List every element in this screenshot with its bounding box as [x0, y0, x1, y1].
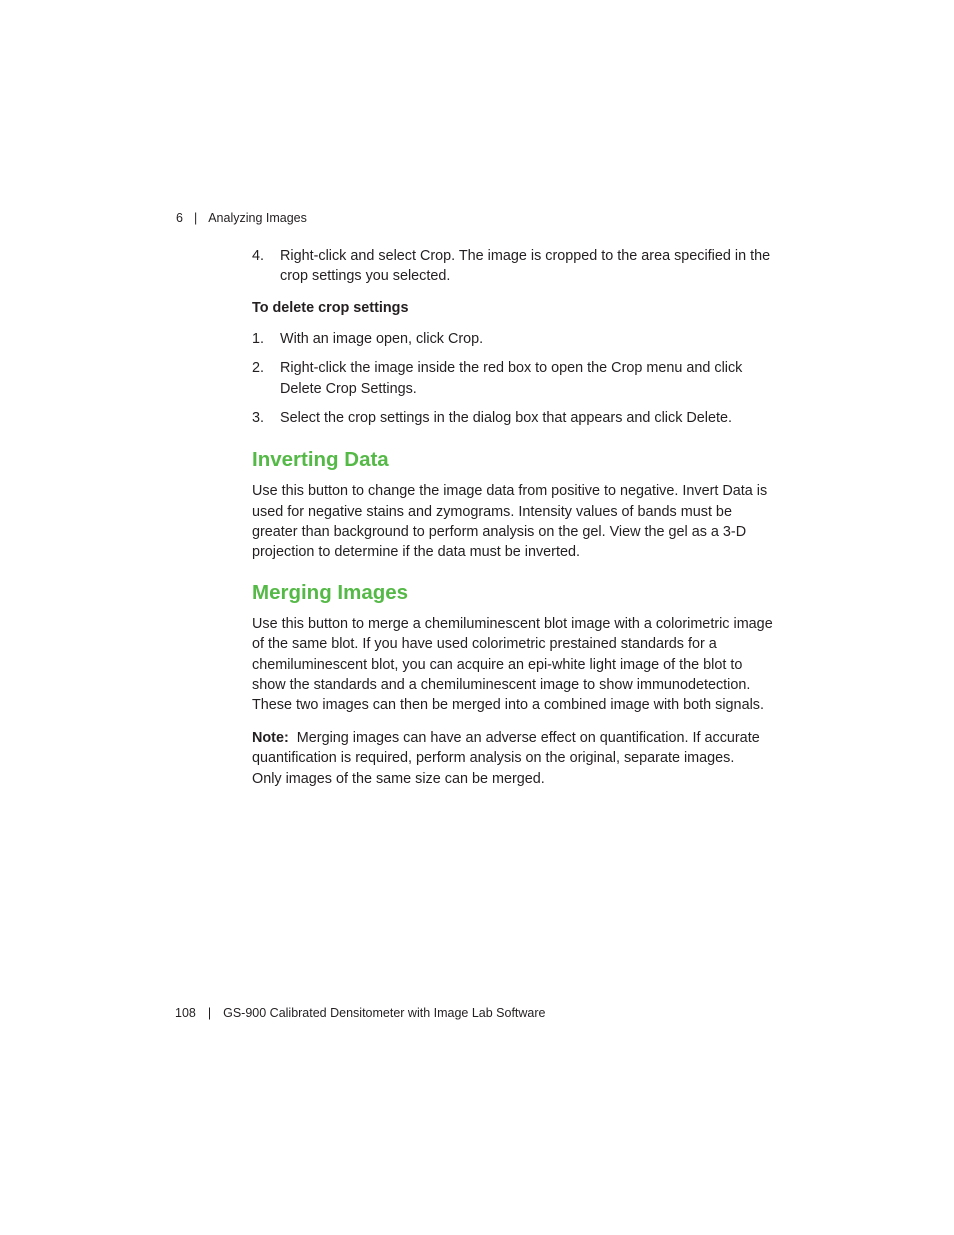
merging-images-body: Use this button to merge a chemiluminescent blot image with a colorimetric image of the same blot. If you have used colorimetric prestained standards for a chemiluminescent blot, you can acquire an epi-white light image of the blot to show the standards and a chemiluminescent image to show immunodetection. These two images can then be merged into a combined image with both signals. — [252, 616, 773, 714]
delete-crop-step-3 — [252, 408, 777, 428]
delete-crop-step-1 — [252, 329, 777, 349]
note-text: Merging images can have an adverse effect on quantification. If accurate quantification is required, perform analysis on the original, separate images. — [252, 730, 760, 767]
step-number: 4. — [252, 248, 265, 264]
chapter-number: 6 — [176, 211, 183, 225]
delete-crop-step-2 — [252, 358, 777, 398]
note-label: Note: — [252, 730, 289, 747]
crop-step-4 — [252, 246, 777, 286]
step-number: 2. — [252, 360, 265, 377]
header-separator: | — [193, 211, 198, 225]
step-text: With an image open, click Crop. — [280, 330, 484, 347]
delete-crop-heading: To delete crop settings — [252, 300, 409, 317]
inverting-data-heading: Inverting Data — [252, 448, 389, 472]
step-number: 1. — [252, 330, 265, 347]
note-text-2: Only images of the same size can be merged. — [252, 770, 545, 787]
merging-note — [252, 728, 777, 789]
footer-separator: | — [207, 1006, 212, 1020]
step-text: Right-click the image inside the red box to open the Crop menu and click Delete Crop Settings. — [280, 360, 743, 397]
step-text: Right-click and select Crop. The image is cropped to the area specified in the crop settings you selected. — [280, 248, 771, 285]
step-text: Select the crop settings in the dialog box that appears and click Delete. — [280, 410, 732, 427]
page-content — [252, 246, 777, 802]
chapter-title: Analyzing Images — [208, 211, 307, 225]
merging-images-heading: Merging Images — [252, 581, 409, 605]
running-footer — [175, 1006, 546, 1020]
running-header — [176, 211, 307, 225]
page-number: 108 — [175, 1006, 196, 1020]
step-number: 3. — [252, 410, 265, 427]
inverting-data-body: Use this button to change the image data from positive to negative. Invert Data is used for negative stains and zymograms. Intensity values of bands must be greater than background to perform analysis on the gel. View the gel as a 3-D projection to determine if the data must be inverted. — [252, 483, 768, 561]
book-title: GS-900 Calibrated Densitometer with Image Lab Software — [223, 1006, 546, 1020]
